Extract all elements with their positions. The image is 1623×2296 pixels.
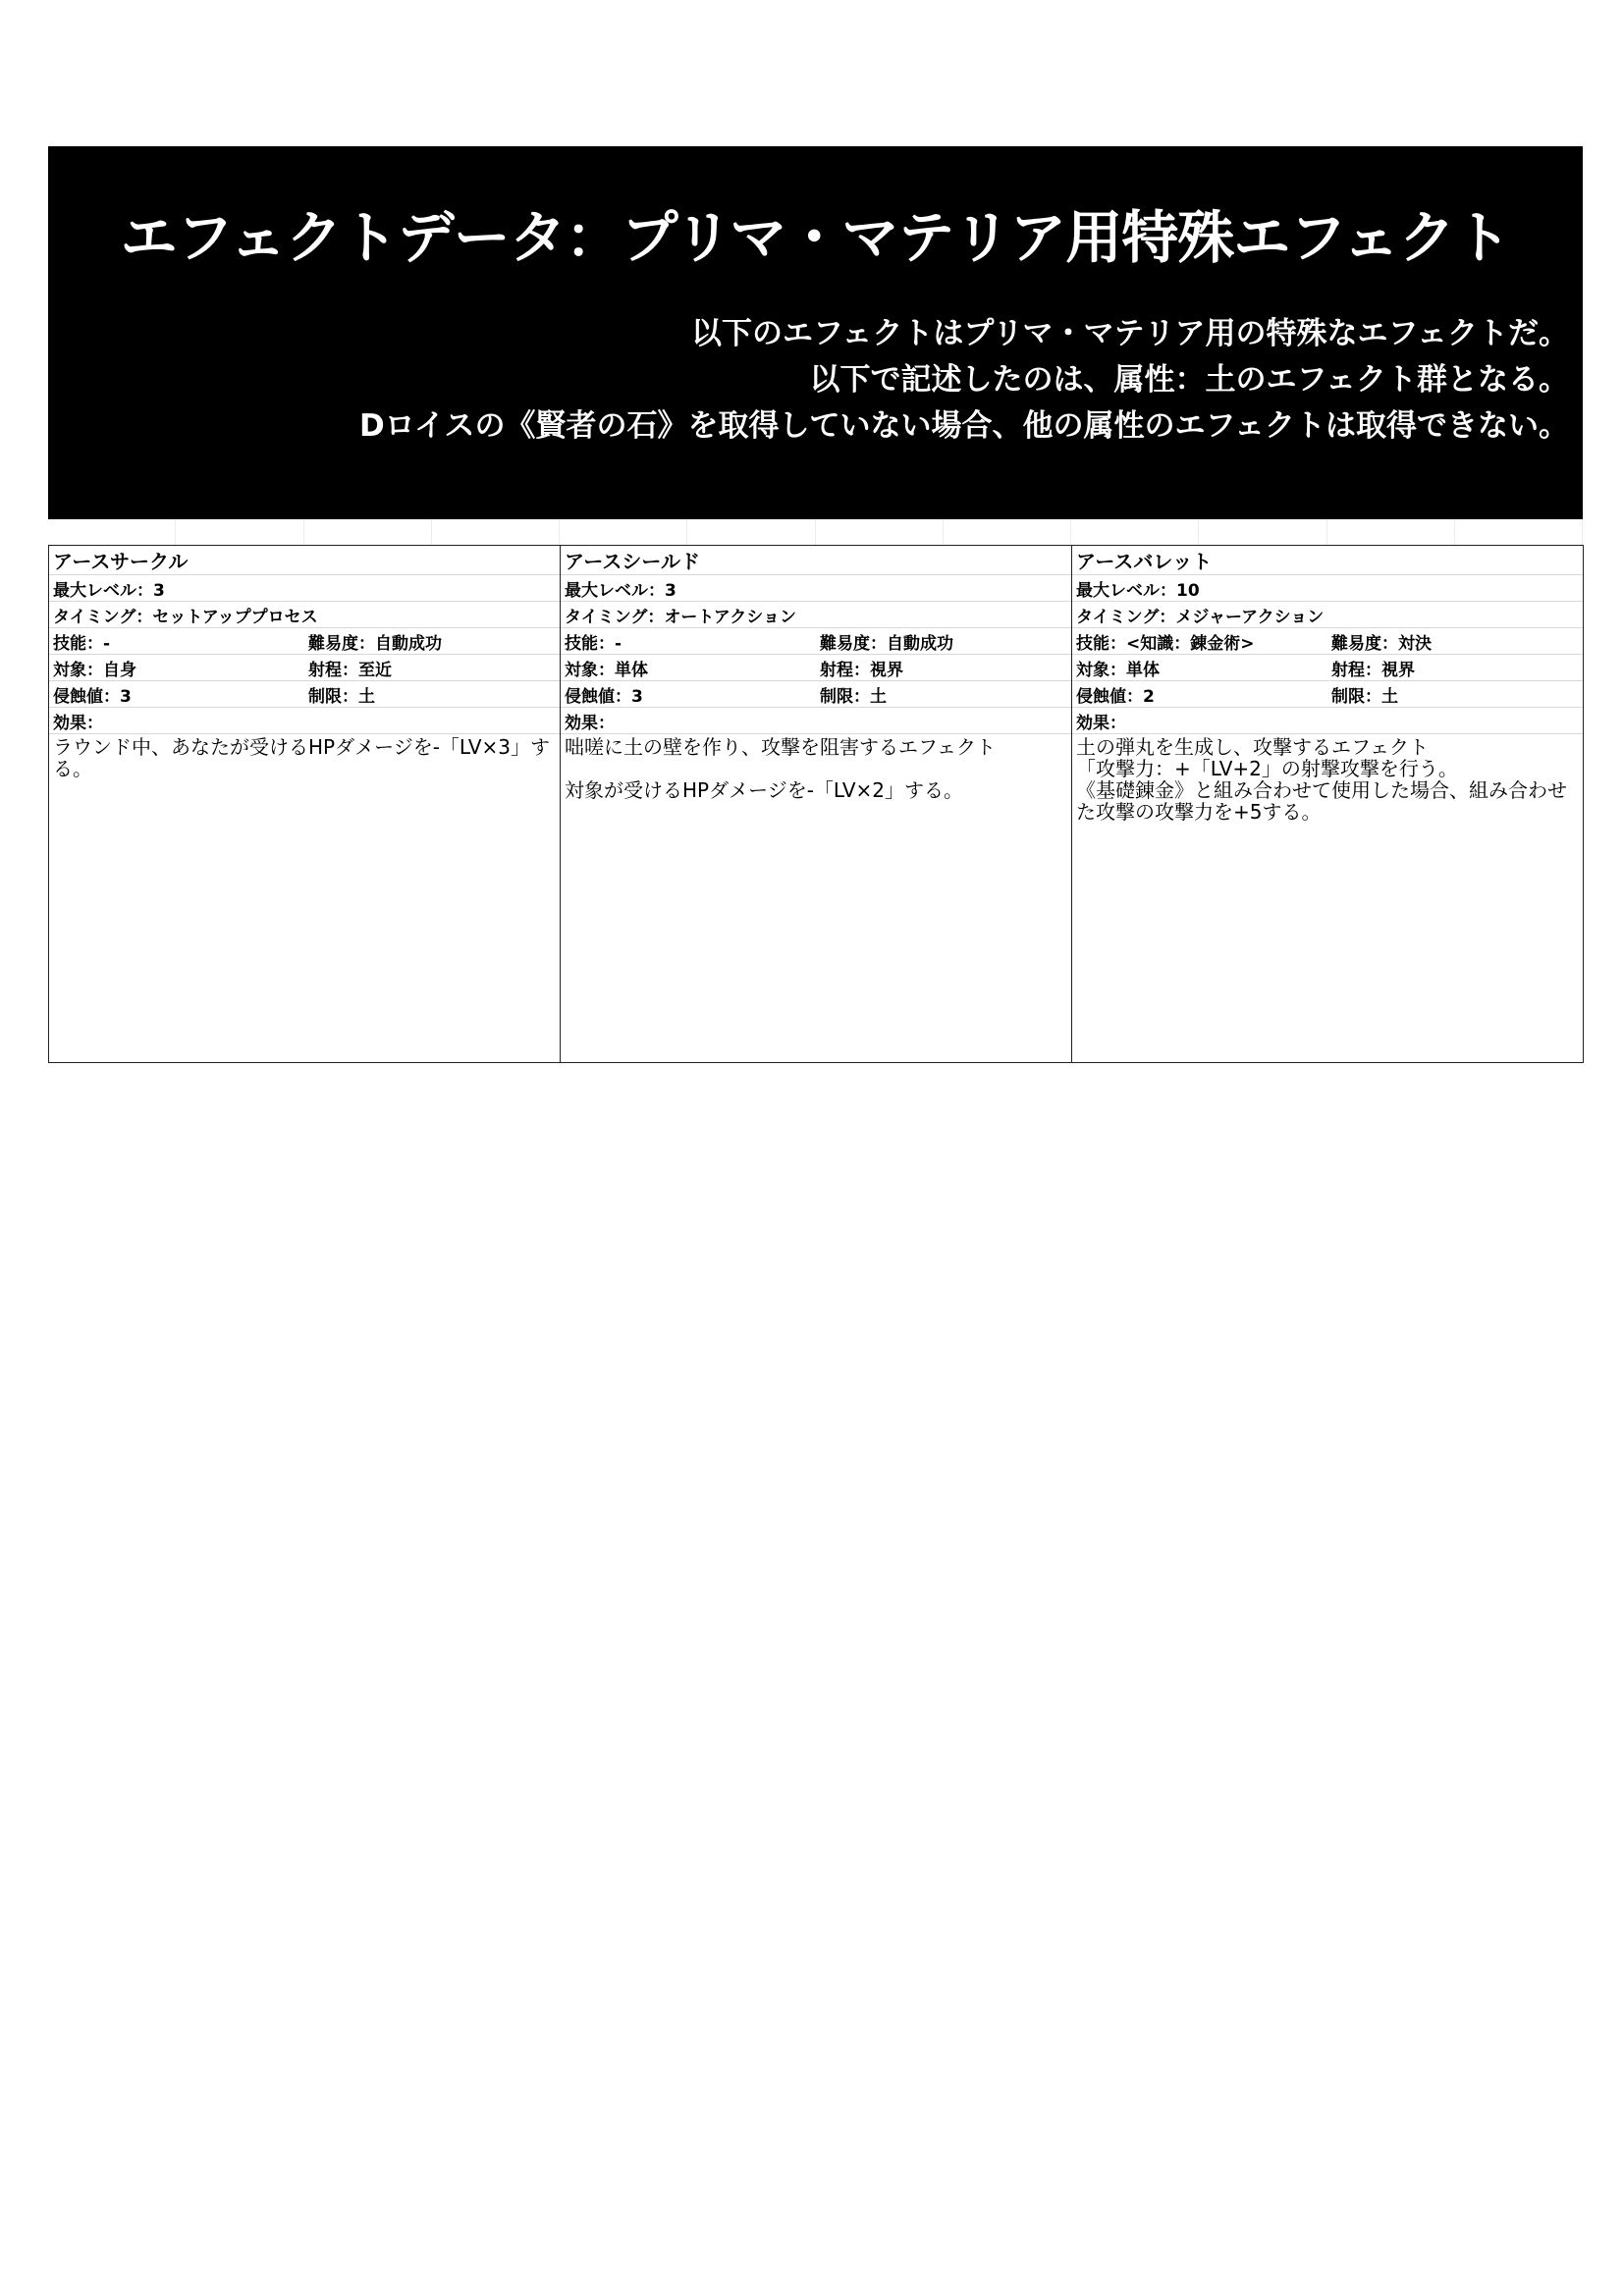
effect-difficulty: 難易度：自動成功 (820, 633, 953, 654)
spreadsheet-grid-strip (48, 519, 1583, 546)
effect-skill: 技能：<知識：錬金術> (1076, 633, 1255, 654)
erosion-restriction-row (561, 681, 1071, 708)
effect-cards (48, 545, 1584, 1063)
target-range-row (1072, 655, 1583, 681)
effect-max-level: 最大レベル：3 (49, 575, 560, 602)
page-title: エフェクトデータ：プリマ・マテリア用特殊エフェクト (120, 204, 1511, 271)
effect-skill: 技能：- (565, 633, 622, 654)
header-description (359, 311, 1569, 450)
effect-description: 咄嗟に土の壁を作り、攻撃を阻害するエフェクト 対象が受けるHPダメージを-「LV×2」する。 (565, 735, 996, 802)
effect-description: 土の弾丸を生成し、攻撃するエフェクト 「攻撃力：+「LV+2」の射撃攻撃を行う。 《基礎錬金》と組み合わせて使用した場合、組み合わせた攻撃の攻撃力を+5する。 (1076, 735, 1567, 824)
description-line-3: Dロイスの《賢者の石》を取得していない場合、他の属性のエフェクトは取得できない。 (359, 408, 1569, 444)
effect-name: アースシールド (561, 546, 1071, 575)
effect-range: 射程：視界 (820, 660, 903, 680)
erosion-restriction-row (49, 681, 560, 708)
erosion-restriction-row (1072, 681, 1583, 708)
effect-restriction: 制限：土 (820, 686, 887, 707)
effect-max-level: 最大レベル：10 (1072, 575, 1583, 602)
effect-timing: タイミング：メジャーアクション (1072, 602, 1583, 628)
effect-difficulty: 難易度：自動成功 (308, 633, 442, 654)
effect-max-level: 最大レベル：3 (561, 575, 1071, 602)
effect-target: 対象：単体 (1076, 660, 1160, 680)
effect-range: 射程：視界 (1331, 660, 1415, 680)
effect-card-earth-bullet (1072, 546, 1583, 1062)
effect-restriction: 制限：土 (1331, 686, 1398, 707)
effect-erosion: 侵蝕値：2 (1076, 686, 1155, 707)
target-range-row (561, 655, 1071, 681)
effect-timing: タイミング：オートアクション (561, 602, 1071, 628)
skill-difficulty-row (49, 628, 560, 655)
effect-label: 効果： (49, 708, 560, 734)
description-line-2: 以下で記述したのは、属性：土のエフェクト群となる。 (809, 362, 1569, 398)
effect-label: 効果： (1072, 708, 1583, 734)
description-line-1: 以下のエフェクトはプリマ・マテリア用の特殊なエフェクトだ。 (690, 316, 1569, 351)
effect-description: ラウンド中、あなたが受けるHPダメージを-「LV×3」する。 (53, 735, 551, 780)
effect-name: アースサークル (49, 546, 560, 575)
effect-erosion: 侵蝕値：3 (565, 686, 643, 707)
effect-difficulty: 難易度：対決 (1331, 633, 1432, 654)
effect-card-earth-circle (49, 546, 561, 1062)
effect-name: アースバレット (1072, 546, 1583, 575)
effect-timing: タイミング：セットアッププロセス (49, 602, 560, 628)
effect-restriction: 制限：土 (308, 686, 375, 707)
effect-target: 対象：単体 (565, 660, 648, 680)
skill-difficulty-row (1072, 628, 1583, 655)
header-banner (48, 146, 1583, 519)
effect-label: 効果： (561, 708, 1071, 734)
skill-difficulty-row (561, 628, 1071, 655)
effect-erosion: 侵蝕値：3 (53, 686, 132, 707)
effect-card-earth-shield (561, 546, 1072, 1062)
effect-range: 射程：至近 (308, 660, 392, 680)
effect-target: 対象：自身 (53, 660, 136, 680)
target-range-row (49, 655, 560, 681)
effect-skill: 技能：- (53, 633, 111, 654)
